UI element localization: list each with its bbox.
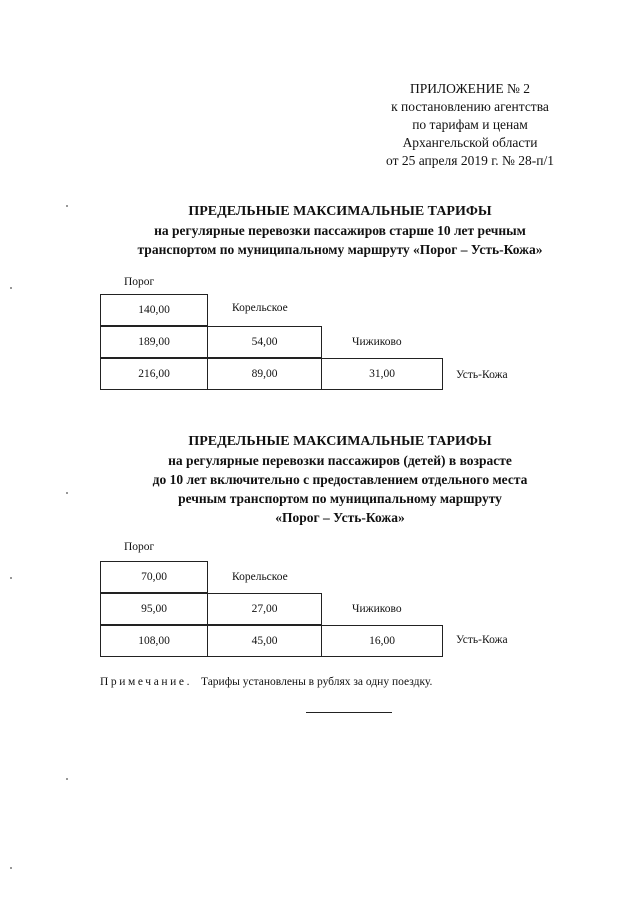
section2-heading [80, 432, 600, 527]
station-label: Усть-Кожа [456, 369, 508, 381]
appendix-line: Архангельской области [402, 135, 538, 150]
note-text: Тарифы установлены в рублях за одну поездку. [200, 676, 433, 688]
scan-speck [66, 205, 68, 207]
table-cell: 70,00 [100, 561, 208, 593]
table-cell: 189,00 [100, 326, 208, 358]
section2-subtitle: речным транспортом по муниципальному маршруту [178, 491, 502, 506]
station-label: Усть-Кожа [456, 634, 508, 646]
station-label: Порог [124, 541, 155, 553]
station-label: Чижиково [352, 603, 402, 615]
table-cell: 89,00 [207, 358, 322, 390]
appendix-line: к постановлению агентства [391, 99, 549, 114]
table-cell: 54,00 [207, 326, 322, 358]
appendix-number: ПРИЛОЖЕНИЕ № 2 [409, 81, 531, 96]
scan-speck [10, 287, 12, 289]
table-cell: 27,00 [207, 593, 322, 625]
note-label: Примечание. [100, 676, 193, 688]
note [100, 676, 432, 688]
section1-heading [80, 202, 600, 259]
station-label: Корельское [232, 302, 288, 314]
scan-speck [10, 867, 12, 869]
table-cell: 45,00 [207, 625, 322, 657]
scan-speck [66, 492, 68, 494]
station-label: Корельское [232, 571, 288, 583]
section1-subtitle: на регулярные перевозки пассажиров старше 10 лет речным [154, 223, 526, 238]
table-cell: 16,00 [321, 625, 443, 657]
table-cell: 216,00 [100, 358, 208, 390]
appendix-header [360, 80, 580, 170]
section2-title: ПРЕДЕЛЬНЫЕ МАКСИМАЛЬНЫЕ ТАРИФЫ [188, 434, 492, 449]
appendix-date: от 25 апреля 2019 г. № 28-п/1 [386, 153, 554, 168]
table-cell: 108,00 [100, 625, 208, 657]
appendix-line: по тарифам и ценам [412, 117, 528, 132]
scan-speck [66, 778, 68, 780]
scan-speck [10, 577, 12, 579]
section1-subtitle: транспортом по муниципальному маршруту «Порог – Усть-Кожа» [137, 242, 543, 257]
table-cell: 95,00 [100, 593, 208, 625]
section2-subtitle: до 10 лет включительно с предоставлением отдельного места [152, 472, 528, 487]
table-cell: 140,00 [100, 294, 208, 326]
section2-subtitle: «Порог – Усть-Кожа» [275, 510, 405, 525]
station-label: Порог [124, 276, 155, 288]
table-cell: 31,00 [321, 358, 443, 390]
closing-rule [306, 712, 392, 713]
section2-subtitle: на регулярные перевозки пассажиров (детей) в возрасте [168, 453, 512, 468]
station-label: Чижиково [352, 336, 402, 348]
section1-title: ПРЕДЕЛЬНЫЕ МАКСИМАЛЬНЫЕ ТАРИФЫ [188, 204, 492, 219]
